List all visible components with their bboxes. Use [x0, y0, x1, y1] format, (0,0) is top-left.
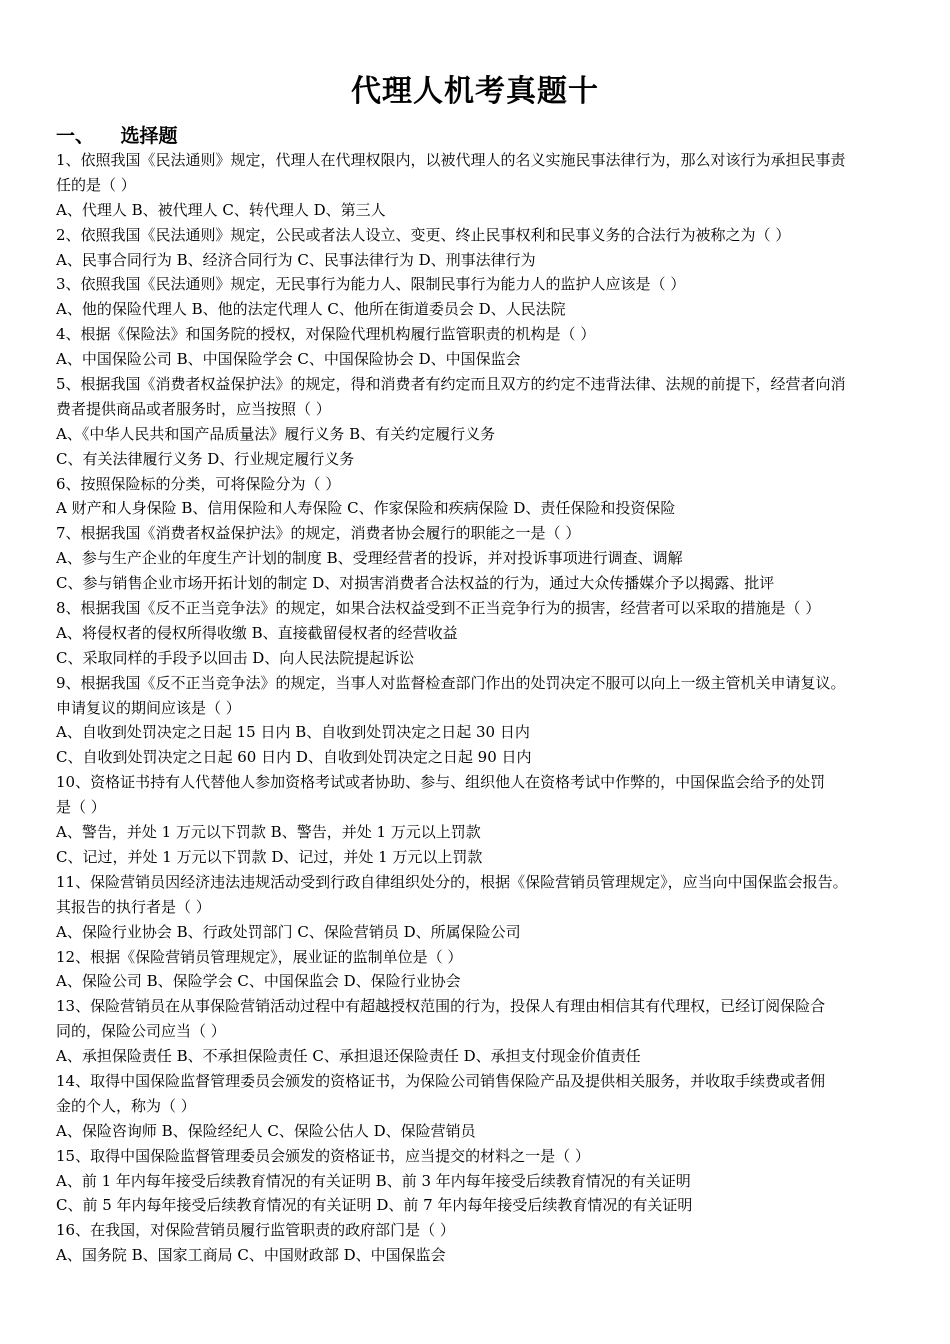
- text-line: A、保险咨询师 B、保险经纪人 C、保险公估人 D、保险营销员: [56, 1121, 476, 1140]
- text-line: A、警告，并处 1 万元以下罚款 B、警告，并处 1 万元以上罚款: [56, 823, 481, 842]
- text-line: 费者提供商品或者服务时，应当按照（ ）: [56, 399, 331, 418]
- text-line: 2、依照我国《民法通则》规定，公民或者法人设立、变更、终止民事权利和民事义务的合法行为被称之为（ ）: [56, 225, 791, 244]
- text-line: C、记过，并处 1 万元以下罚款 D、记过，并处 1 万元以上罚款: [56, 847, 483, 866]
- text-line: A、保险行业协会 B、行政处罚部门 C、保险营销员 D、所属保险公司: [56, 922, 521, 941]
- text-line: A、代理人 B、被代理人 C、转代理人 D、第三人: [56, 200, 386, 219]
- text-line: 其报告的执行者是（ ）: [56, 897, 211, 916]
- text-line: 8、根据我国《反不正当竞争法》的规定，如果合法权益受到不正当竞争行为的损害，经营者可以采取的措施是（ ）: [56, 599, 821, 618]
- text-line: 12、根据《保险营销员管理规定》，展业证的监制单位是（ ）: [56, 947, 463, 966]
- text-line: 1、依照我国《民法通则》规定，代理人在代理权限内，以被代理人的名义实施民事法律行为，那么对该行为承担民事责: [56, 151, 846, 169]
- text-line: 6、按照保险标的分类，可将保险分为（ ）: [56, 474, 341, 493]
- text-line: 4、根据《保险法》和国务院的授权，对保险代理机构履行监管职责的机构是（ ）: [56, 325, 596, 344]
- text-line: 14、取得中国保险监督管理委员会颁发的资格证书，为保险公司销售保险产品及提供相关服务，并收取手续费或者佣: [56, 1071, 826, 1090]
- text-line: C、自收到处罚决定之日起 60 日内 D、自收到处罚决定之日起 90 日内: [56, 748, 532, 767]
- text-line: 10、资格证书持有人代替他人参加资格考试或者协助、参与、组织他人在资格考试中作弊的，中国保监会给予的处罚: [56, 773, 826, 792]
- text-line: A、参与生产企业的年度生产计划的制度 B、受理经营者的投诉，并对投诉事项进行调查、调解: [56, 549, 683, 568]
- text-line: C、采取同样的手段予以回击 D、向人民法院提起诉讼: [56, 648, 415, 667]
- text-line: 16、在我国，对保险营销员履行监管职责的政府部门是（ ）: [56, 1221, 455, 1240]
- text-line: A 财产和人身保险 B、信用保险和人寿保险 C、作家保险和疾病保险 D、责任保险和投资保险: [56, 499, 676, 518]
- text-line: 11、保险营销员因经济违法违规活动受到行政自律组织处分的，根据《保险营销员管理规定》，应当向中国保监会报告。: [56, 872, 848, 891]
- text-line: A、承担保险责任 B、不承担保险责任 C、承担退还保险责任 D、承担支付现金价值责任: [56, 1047, 641, 1066]
- text-line: A、《中华人民共和国产品质量法》履行义务 B、有关约定履行义务: [56, 424, 496, 443]
- text-line: C、参与销售企业市场开拓计划的制定 D、对损害消费者合法权益的行为，通过大众传播媒介予以揭露、批评: [56, 574, 775, 593]
- text-line: 9、根据我国《反不正当竞争法》的规定，当事人对监督检查部门作出的处罚决定不服可以向上一级主管机关申请复议。: [56, 673, 846, 692]
- text-line: C、有关法律履行义务 D、行业规定履行义务: [56, 449, 355, 468]
- text-line: A、前 1 年内每年接受后续教育情况的有关证明 B、前 3 年内每年接受后续教育情况的有关证明: [56, 1171, 691, 1190]
- text-line: A、民事合同行为 B、经济合同行为 C、民事法律行为 D、刑事法律行为: [56, 250, 536, 269]
- text-line: 是（ ）: [56, 798, 106, 817]
- text-line: A、保险公司 B、保险学会 C、中国保监会 D、保险行业协会: [56, 972, 461, 991]
- text-line: A、中国保险公司 B、中国保险学会 C、中国保险协会 D、中国保监会: [56, 350, 521, 369]
- question-list: [56, 148, 912, 1268]
- text-line: 13、保险营销员在从事保险营销活动过程中有超越授权范围的行为，投保人有理由相信其有代理权，已经订阅保险合: [56, 997, 826, 1016]
- text-line: A、将侵权者的侵权所得收缴 B、直接截留侵权者的经营收益: [56, 623, 458, 642]
- text-line: 7、根据我国《消费者权益保护法》的规定，消费者协会履行的职能之一是（ ）: [56, 524, 581, 543]
- text-line: 5、根据我国《消费者权益保护法》的规定，得和消费者有约定而且双方的约定不违背法律、法规的前提下，经营者向消: [56, 375, 846, 394]
- page-title: 代理人机考真题十: [351, 74, 599, 109]
- text-line: 15、取得中国保险监督管理委员会颁发的资格证书，应当提交的材料之一是（ ）: [56, 1146, 590, 1165]
- text-line: 申请复议的期间应该是（ ）: [56, 698, 241, 717]
- text-line: 同的，保险公司应当（ ）: [56, 1022, 226, 1041]
- text-line: A、自收到处罚决定之日起 15 日内 B、自收到处罚决定之日起 30 日内: [56, 723, 530, 742]
- text-line: 3、依照我国《民法通则》规定，无民事行为能力人、限制民事行为能力人的监护人应该是（ ）: [56, 275, 686, 294]
- text-line: C、前 5 年内每年接受后续教育情况的有关证明 D、前 7 年内每年接受后续教育情况的有关证明: [56, 1196, 693, 1215]
- text-line: A、他的保险代理人 B、他的法定代理人 C、他所在街道委员会 D、人民法院: [56, 300, 566, 319]
- text-line: A、国务院 B、国家工商局 C、中国财政部 D、中国保监会: [56, 1246, 446, 1265]
- text-line: 金的个人，称为（ ）: [56, 1096, 196, 1115]
- section-heading: 一、 选择题: [56, 125, 178, 147]
- text-line: 任的是（ ）: [56, 175, 136, 194]
